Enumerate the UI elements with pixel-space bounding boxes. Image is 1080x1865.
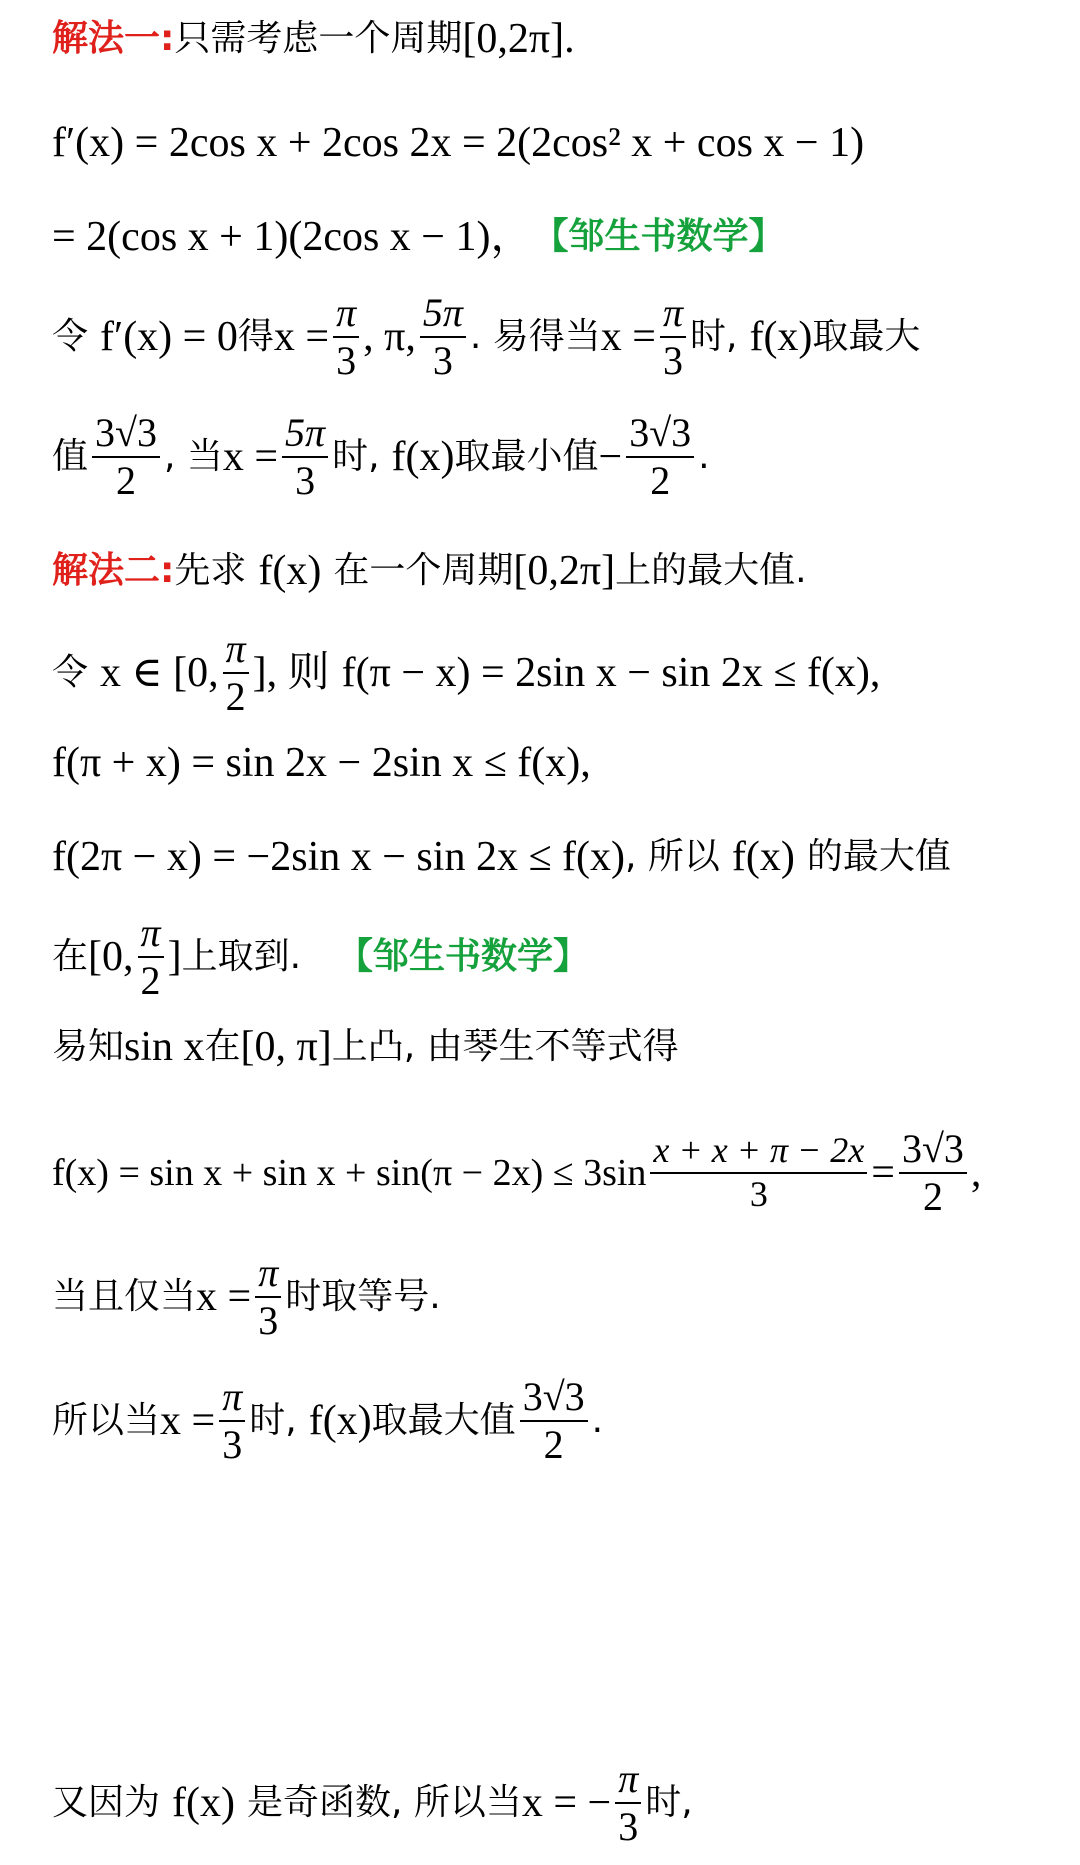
fraction: $\frac{3√3}{2}$ [520,1376,588,1466]
math-segment: x = [160,1398,216,1444]
max-value-line [52,1376,1060,1466]
jensen-inequality-line [52,1128,1060,1218]
text-segment: 上取到. [181,936,302,977]
text-segment: 在 [52,936,89,977]
math-segment: = [871,1150,895,1196]
fraction: $\frac{3√3}{2}$ [899,1128,967,1218]
math-segment: sin x [124,1024,205,1070]
text-segment: 又因为 [52,1782,161,1823]
symmetry-line-1 [52,628,1060,718]
text-segment: . [698,436,710,477]
math-segment: f(x) [749,314,813,360]
equality-condition-line [52,1252,1060,1342]
critical-points-line [52,292,1060,382]
derivative-equation [52,122,1060,164]
text-segment: 先求 [174,550,247,591]
concavity-line [52,1026,1060,1068]
text-segment: 上凸, 由琴生不等式得 [331,1026,679,1067]
math-segment: f′(x) = 0 [100,314,238,360]
text-segment: 当且仅当 [52,1276,197,1317]
math-segment: f(2π − x) = −2sin x − sin 2x ≤ f(x) [52,834,625,880]
math-segment: f(x) = sin x + sin x + sin(π − 2x) ≤ 3sin [52,1152,647,1194]
text-segment: 所以当 [52,1400,161,1441]
text-segment: 是奇函数, 所以当 [246,1782,522,1823]
fraction: $\frac{5\pi}{3}$ [420,292,466,382]
odd-function-line [52,1758,1060,1848]
math-segment: f(x) [731,834,795,880]
math-segment: [0, [88,934,134,980]
text-segment: 取最大 [812,316,921,357]
method-two-heading [52,550,1060,592]
text-segment: , 当 [163,436,223,477]
text-segment: 在一个周期 [333,550,514,591]
text-segment: 在 [204,1026,241,1067]
math-segment: − [598,434,623,480]
watermark-tag: 【邹生书数学】 [532,216,785,257]
fraction: $\frac{\pi}{2}$ [223,628,249,718]
math-segment: [0,2π] [513,548,616,594]
text-segment: 取最大值 [371,1400,516,1441]
fraction: $\frac{5\pi}{3}$ [282,412,328,502]
symmetry-line-3 [52,836,1060,878]
method-one-label: 解法一: [52,18,175,59]
extreme-values-line [52,412,1060,502]
math-segment: f(x) [391,434,455,480]
text-segment: 上的最大值. [615,550,807,591]
math-segment: f(x) [172,1780,235,1826]
math-segment: x = [222,434,279,480]
text-segment: 得 [237,316,274,357]
fraction: $\frac{\pi}{3}$ [660,292,686,382]
math-segment: x = [600,314,656,360]
period-interval: [0,2π]. [462,16,575,62]
fraction: $\frac{\pi}{2}$ [138,912,164,1002]
fraction: $\frac{x + x + \pi - 2x}{3}$ [650,1132,867,1214]
math-segment: , [970,1150,982,1196]
text-segment: . 易得当 [469,316,601,357]
text-segment: 时取等号. [285,1276,441,1317]
text-segment: , 所以 [624,836,720,877]
fraction: $\frac{\pi}{3}$ [333,292,359,382]
math-segment: ], 则 [252,650,330,696]
text-segment: . [591,1400,604,1441]
symmetry-line-2 [52,742,1060,784]
math-segment: f(x) [258,548,322,594]
text-segment: 值 [52,436,89,477]
text-segment: 时, [249,1400,297,1441]
math-segment: f(π + x) = sin 2x − 2sin x ≤ f(x), [52,740,591,786]
math-segment: ] [167,934,182,980]
math-segment: x = [196,1274,252,1320]
method-one-text: 只需考虑一个周期 [174,18,463,59]
text-segment: 的最大值 [806,836,951,877]
math-segment: x ∈ [0, [100,650,219,696]
fraction: $\frac{\pi}{3}$ [615,1758,641,1848]
factored-expression: = 2(cos x + 1)(2cos x − 1)， [52,214,533,260]
text-segment: 令 [52,316,89,357]
fraction: $\frac{\pi}{3}$ [219,1376,245,1466]
fraction: $\frac{\pi}{3}$ [255,1252,281,1342]
derivative-expression: f′(x) = 2cos x + 2cos 2x = 2(2cos² x + cos x − 1) [52,120,865,166]
fraction: $\frac{3√3}{2}$ [626,412,694,502]
watermark-tag: 【邹生书数学】 [337,936,590,977]
math-segment: f(π − x) = 2sin x − sin 2x ≤ f(x), [341,650,881,696]
text-segment: 时, [690,316,738,357]
fraction: $\frac{3√3}{2}$ [92,412,160,502]
method-one-heading [52,18,1060,60]
math-segment: , π, [363,314,416,360]
math-segment: x = [273,314,330,360]
derivative-factored [52,216,1060,258]
text-segment: 令 [52,652,89,693]
math-segment: [0, π] [240,1024,332,1070]
text-segment: 时, [332,436,380,477]
text-segment: 取最小值 [454,436,599,477]
math-segment: f(x) [308,1398,372,1444]
max-interval-line [52,912,1060,1002]
method-two-label: 解法二: [52,550,175,591]
math-segment: x = − [521,1780,612,1826]
text-segment: 时, [645,1782,693,1823]
text-segment: 易知 [52,1026,125,1067]
